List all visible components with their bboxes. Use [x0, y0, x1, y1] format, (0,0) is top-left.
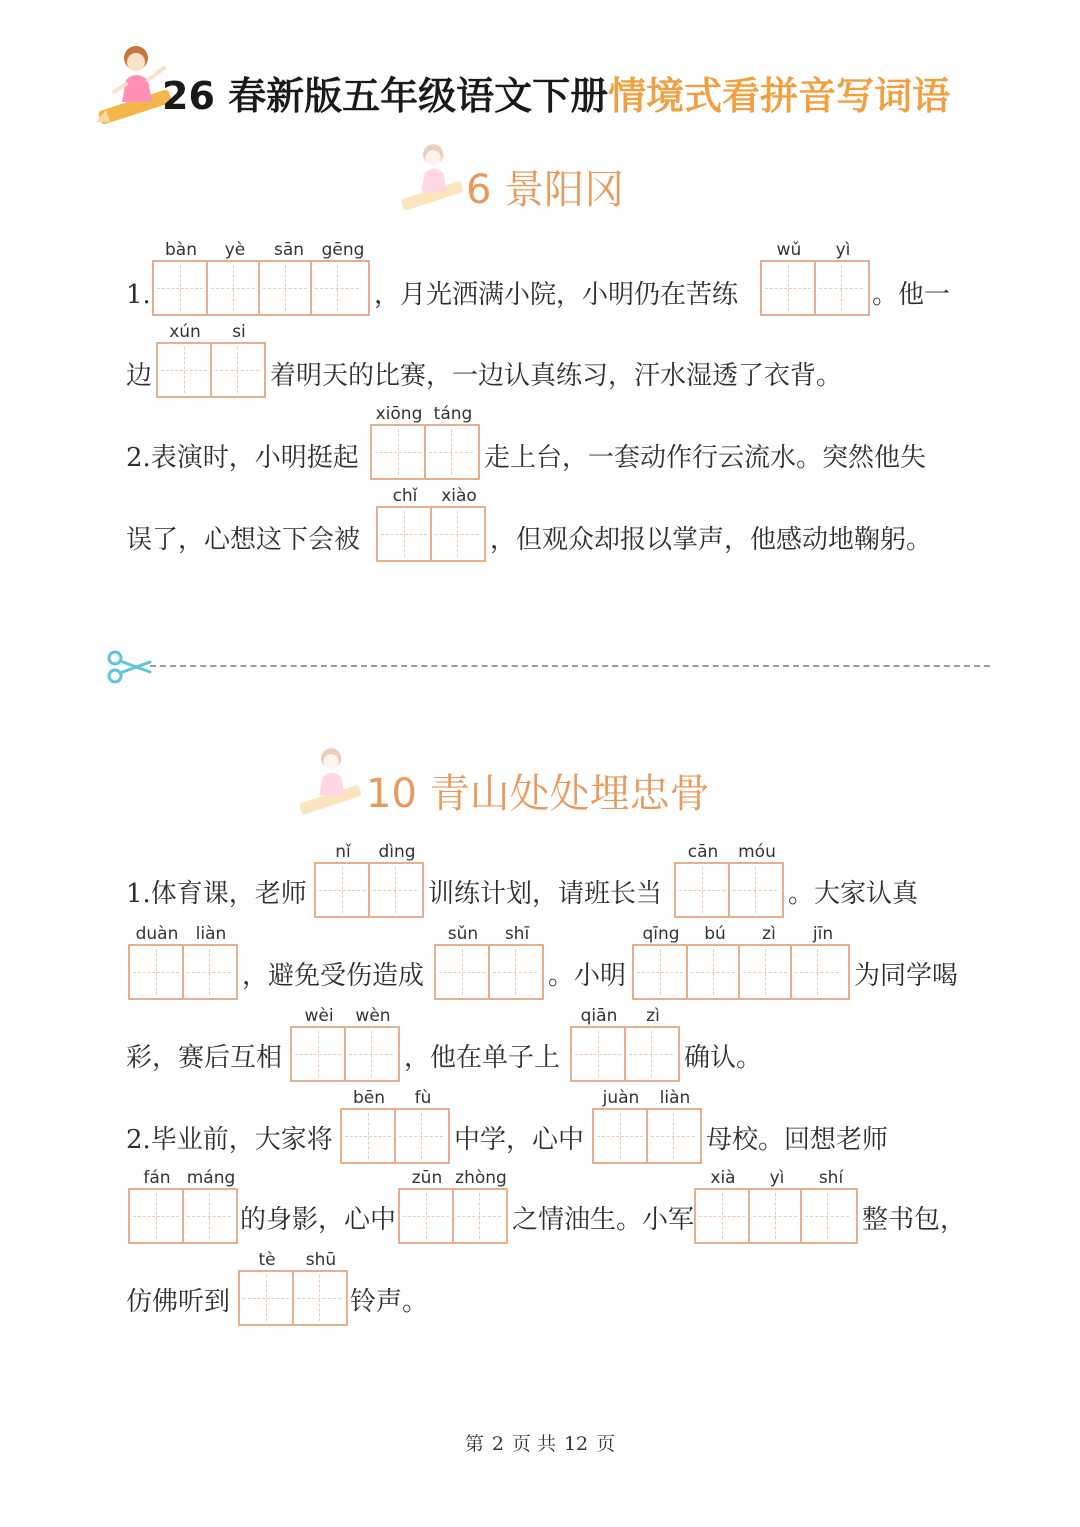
- pinyin-hint: fù: [414, 1088, 432, 1108]
- pinyin-hint: liàn: [659, 1088, 691, 1108]
- page-label: 页: [596, 1433, 616, 1455]
- pinyin-hint: cān: [687, 842, 719, 862]
- question-text: ，他在单子上: [404, 1043, 561, 1073]
- page-label: 页 共: [511, 1433, 556, 1455]
- question-text: 。大家认真: [788, 879, 919, 909]
- girl-on-pencil-icon: [396, 138, 472, 218]
- section-title: 10 青山处处埋忠骨: [366, 771, 710, 817]
- pinyin-hint: wèn: [355, 1006, 391, 1026]
- answer-blank: [314, 842, 424, 918]
- page-current: 2: [491, 1433, 504, 1455]
- pinyin-hint: liàn: [195, 924, 227, 944]
- answer-blank: [694, 1168, 858, 1244]
- question-text: 确认。: [684, 1043, 763, 1073]
- question-text: 整书包，: [862, 1205, 967, 1235]
- answer-blank: [370, 404, 480, 480]
- pinyin-hint: fán: [143, 1168, 171, 1188]
- writing-grid[interactable]: [156, 342, 266, 398]
- answer-blank: [152, 240, 370, 316]
- answer-blank: [570, 1006, 680, 1082]
- pinyin-hint: xiōng: [375, 404, 423, 424]
- scissors-icon: [106, 650, 152, 684]
- writing-grid[interactable]: [370, 424, 480, 480]
- page-label: 第: [464, 1433, 484, 1455]
- writing-grid[interactable]: [128, 944, 238, 1000]
- question-text: 铃声。: [350, 1287, 429, 1317]
- question-text: 1.: [126, 280, 151, 310]
- pinyin-hint: juàn: [602, 1088, 640, 1108]
- writing-grid[interactable]: [570, 1026, 680, 1082]
- writing-grid[interactable]: [128, 1188, 238, 1244]
- answer-blank: [376, 486, 486, 562]
- question-text: ，但观众却报以掌声，他感动地鞠躬。: [490, 525, 933, 555]
- pinyin-hint: qiān: [580, 1006, 618, 1026]
- question-text: 母校。回想老师: [706, 1125, 889, 1155]
- pinyin-hint: zì: [646, 1006, 660, 1026]
- answer-blank: [340, 1088, 450, 1164]
- answer-blank: [128, 924, 238, 1000]
- pinyin-hint: shī: [504, 924, 530, 944]
- writing-grid[interactable]: [340, 1108, 450, 1164]
- question-text: 走上台，一套动作行云流水。突然他失: [484, 443, 927, 473]
- question-text: 边: [126, 361, 153, 391]
- writing-grid[interactable]: [632, 944, 850, 1000]
- writing-grid[interactable]: [592, 1108, 702, 1164]
- answer-blank: [290, 1006, 400, 1082]
- pinyin-hint: táng: [433, 404, 473, 424]
- writing-grid[interactable]: [314, 862, 424, 918]
- writing-grid[interactable]: [760, 260, 870, 316]
- pinyin-hint: wèi: [304, 1006, 334, 1026]
- question-text: 误了，心想这下会被: [126, 525, 361, 555]
- question-text: 仿佛听到: [126, 1287, 231, 1317]
- pinyin-hint: móu: [738, 842, 776, 862]
- pinyin-hint: zhòng: [455, 1168, 507, 1188]
- answer-blank: [156, 322, 266, 398]
- question-text: 2.表演时，小明挺起: [126, 443, 359, 473]
- page-title-highlight: 情境式看拼音写词语: [608, 74, 951, 118]
- pinyin-hint: xún: [169, 322, 201, 342]
- pinyin-hint: bú: [704, 924, 726, 944]
- question-text: ，月光洒满小院，小明仍在苦练: [374, 280, 739, 310]
- pinyin-hint: jīn: [812, 924, 834, 944]
- pinyin-hint: yì: [835, 240, 851, 260]
- answer-blank: [592, 1088, 702, 1164]
- answer-blank: [434, 924, 544, 1000]
- page-total: 12: [563, 1433, 589, 1455]
- writing-grid[interactable]: [434, 944, 544, 1000]
- writing-grid[interactable]: [398, 1188, 508, 1244]
- pinyin-hint: dìng: [378, 842, 416, 862]
- pinyin-hint: zūn: [411, 1168, 443, 1188]
- writing-grid[interactable]: [694, 1188, 858, 1244]
- pinyin-hint: xià: [710, 1168, 736, 1188]
- question-text: ，避免受伤造成: [242, 961, 425, 991]
- writing-grid[interactable]: [376, 506, 486, 562]
- answer-blank: [674, 842, 784, 918]
- pinyin-hint: qīng: [642, 924, 680, 944]
- pinyin-hint: tè: [258, 1250, 276, 1270]
- pinyin-hint: chǐ: [392, 486, 418, 506]
- question-text: 彩，赛后互相: [126, 1043, 283, 1073]
- pinyin-hint: wǔ: [776, 240, 802, 260]
- page-number: [0, 1430, 1080, 1458]
- question-text: 训练计划，请班长当: [428, 879, 663, 909]
- writing-grid[interactable]: [674, 862, 784, 918]
- pinyin-hint: sān: [273, 240, 305, 260]
- pinyin-hint: xiào: [441, 486, 477, 506]
- question-text: 2.毕业前，大家将: [126, 1125, 333, 1155]
- section-title: 6 景阳冈: [466, 167, 625, 213]
- page-title-main: 26 春新版五年级语文下册: [162, 74, 609, 118]
- girl-on-pencil-icon: [294, 742, 370, 822]
- writing-grid[interactable]: [290, 1026, 400, 1082]
- pinyin-hint: sǔn: [447, 924, 479, 944]
- question-text: 。小明: [548, 961, 627, 991]
- pinyin-hint: si: [232, 322, 246, 342]
- answer-blank: [128, 1168, 238, 1244]
- question-text: 的身影，心中: [240, 1205, 397, 1235]
- question-text: 为同学喝: [854, 961, 959, 991]
- answer-blank: [760, 240, 870, 316]
- pinyin-hint: duàn: [135, 924, 179, 944]
- pinyin-hint: máng: [186, 1168, 236, 1188]
- pinyin-hint: nǐ: [335, 842, 351, 862]
- answer-blank: [238, 1250, 348, 1326]
- cut-line: [150, 665, 990, 667]
- question-text: 1.体育课，老师: [126, 879, 307, 909]
- pinyin-hint: bàn: [165, 240, 197, 260]
- pinyin-hint: zì: [762, 924, 776, 944]
- pinyin-hint: yè: [224, 240, 246, 260]
- question-text: 之情油生。小军: [512, 1205, 695, 1235]
- question-text: 中学，心中: [454, 1125, 585, 1155]
- writing-grid[interactable]: [238, 1270, 348, 1326]
- pinyin-hint: gēng: [321, 240, 365, 260]
- question-text: 着明天的比赛，一边认真练习，汗水湿透了衣背。: [270, 361, 843, 391]
- pinyin-hint: shū: [305, 1250, 337, 1270]
- answer-blank: [632, 924, 850, 1000]
- page-title: [162, 68, 950, 124]
- pinyin-hint: yì: [769, 1168, 785, 1188]
- question-text: 。他一: [872, 280, 951, 310]
- answer-blank: [398, 1168, 508, 1244]
- pinyin-hint: bēn: [352, 1088, 386, 1108]
- pinyin-hint: shí: [818, 1168, 844, 1188]
- writing-grid[interactable]: [152, 260, 370, 316]
